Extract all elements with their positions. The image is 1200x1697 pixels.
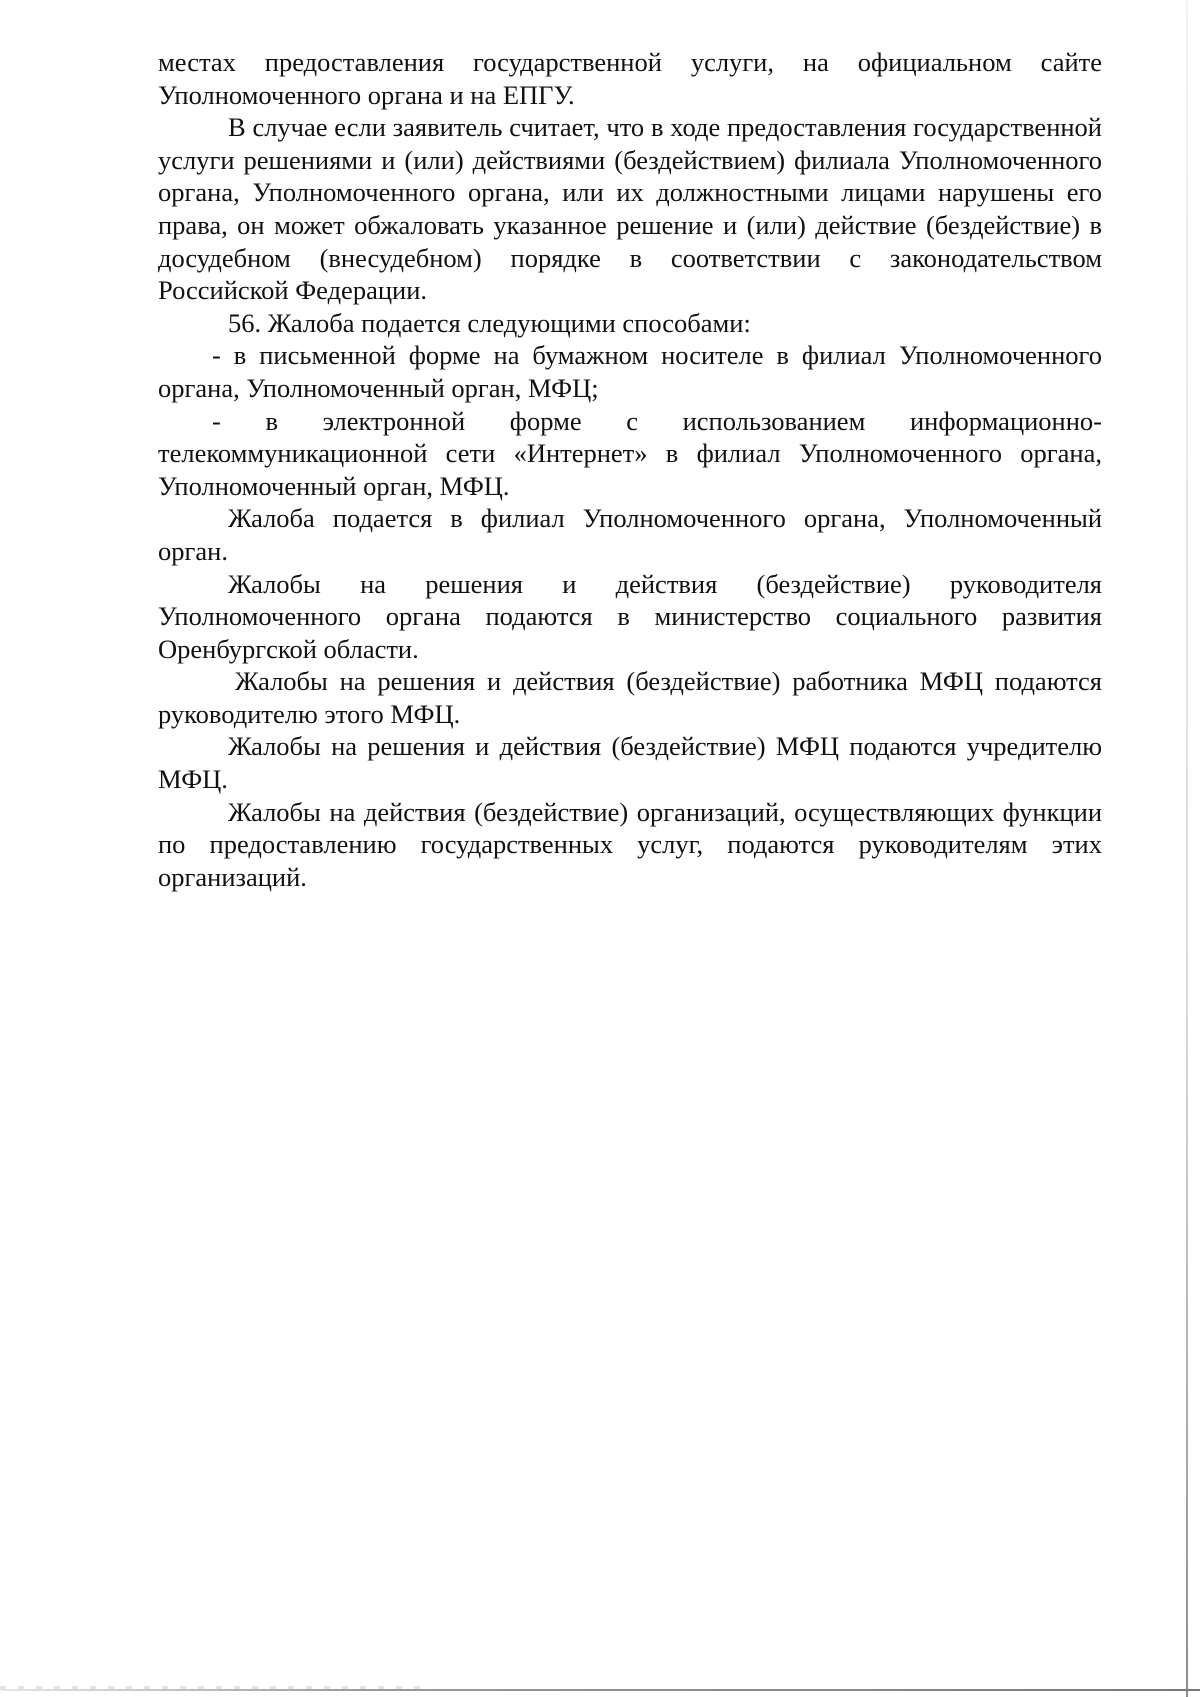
paragraph-complaint-head: Жалобы на решения и действия (бездействие) руководителя Уполномоченного органа подаются в министерство социального развития Оренбургской области. (158, 568, 1102, 664)
scan-edge-right (1186, 0, 1188, 1697)
scan-edge-bottom (0, 1689, 1200, 1691)
document-body (158, 46, 1102, 893)
list-item-paper-form: - в письменной форме на бумажном носителе в филиал Уполномоченного органа, Уполномоченный орган, МФЦ; (158, 340, 1102, 403)
paragraph-continuation: местах предоставления государственной услуги, на официальном сайте Уполномоченного органа и на ЕПГУ. (158, 47, 1102, 110)
paragraph-complaint-filed: Жалоба подается в филиал Уполномоченного органа, Уполномоченный орган. (158, 503, 1102, 566)
paragraph-complaint-mfc: Жалобы на решения и действия (бездействие) МФЦ подаются учредителю МФЦ. (158, 731, 1102, 795)
paragraph-item-56: 56. Жалоба подается следующими способами: (228, 307, 751, 338)
paragraph-complaint-mfc-worker: Жалобы на решения и действия (бездействие) работника МФЦ подаются руководителю этого МФЦ. (158, 666, 1102, 729)
paragraph-appeal-right: В случае если заявитель считает, что в ходе предоставления государственной услуги решениями и (или) действиями (бездействием) филиала Уполномоченного органа, Уполномоченного органа, или их должностными лицами нарушены его права, он может обжаловать указанное решение и (или) действие (бездействие) в досудебном (внесудебном) порядке в соответствии с законодательством Российской Федерации. (158, 112, 1102, 306)
paragraph-complaint-organizations: Жалобы на действия (бездействие) организаций, осуществляющих функции по предоставлению государственных услуг, подаются руководителям этих организаций. (158, 796, 1102, 892)
scan-noise (0, 1686, 420, 1689)
list-item-electronic-form: - в электронной форме с использованием информационно-телекоммуникационной сети «Интернет» в филиал Уполномоченного органа, Уполномоченный орган, МФЦ. (158, 405, 1102, 501)
